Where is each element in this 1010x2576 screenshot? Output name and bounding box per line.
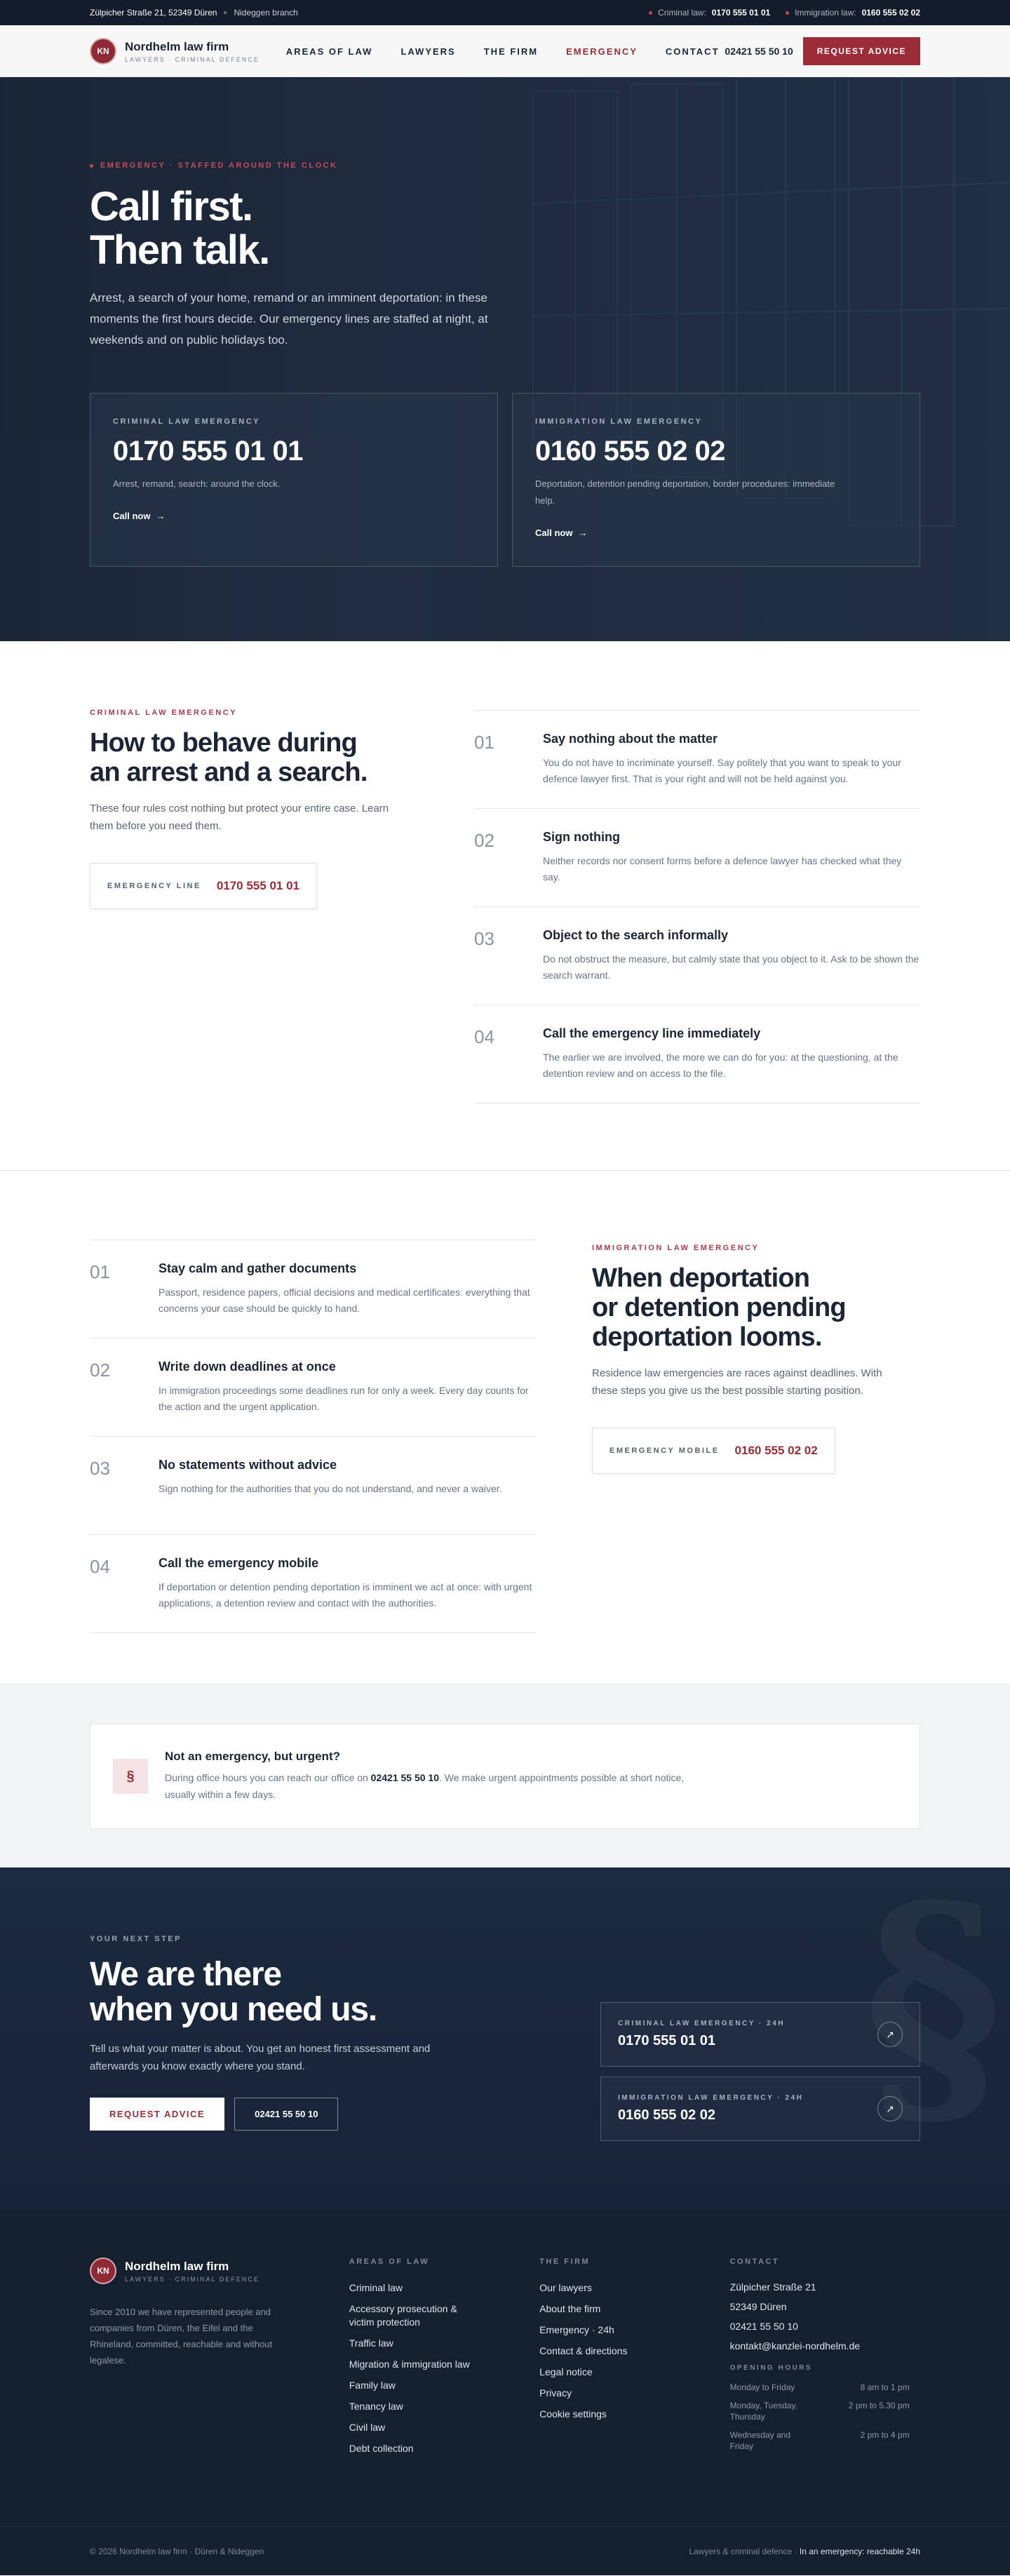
footer-link[interactable]: Cookie settings: [539, 2408, 607, 2420]
footer-link[interactable]: Accessory prosecution & victim protection: [349, 2303, 457, 2328]
section-eyebrow: YOUR NEXT STEP: [90, 1935, 182, 1943]
footer-link[interactable]: Traffic law: [349, 2337, 393, 2349]
urgent-notice-section: [0, 1684, 1010, 1867]
logo-badge: KN: [90, 38, 116, 65]
emergency-cards: [90, 393, 920, 567]
section-title: When deportation or detention pending deportation looms.: [592, 1263, 846, 1352]
separator-dot: [224, 11, 227, 14]
card-caption: IMMIGRATION LAW EMERGENCY: [535, 417, 703, 426]
footer-link[interactable]: Tenancy law: [349, 2401, 403, 2412]
immigration-emergency-card: [512, 393, 920, 567]
footer-link[interactable]: Privacy: [539, 2387, 572, 2399]
header-phone-link[interactable]: 02421 55 50 10: [725, 46, 793, 57]
footer-contact-column: CONTACT Zülpicher Straße 21 52349 Düren 02421 55 50 10 kontakt@kanzlei-nordhelm.de OPENING HOURS Monday to Friday 8 am to 1 pm Monday, Tuesday, Thursday 2 pm to 5.30 pm Wednesday and Friday 2 pm to 4 pm: [730, 2258, 920, 2463]
criminal-hotline-card[interactable]: CRIMINAL LAW EMERGENCY · 24H 0170 555 01 01 ↗: [600, 2002, 920, 2067]
footer-link[interactable]: Our lawyers: [539, 2282, 592, 2293]
criminal-steps-list: [474, 710, 920, 1103]
notice-description: During office hours you can reach our office on 02421 55 50 10. We make urgent appointments possible at short notice, usually within a few days.: [165, 1772, 685, 1800]
arrow-right-icon: →: [156, 511, 166, 521]
section-eyebrow: CRIMINAL LAW EMERGENCY: [90, 709, 238, 717]
criminal-emergency-section: [0, 641, 1010, 1170]
list-item: 02 Write down deadlines at once In immigration proceedings some deadlines run for only a week. Every day counts for the action and the urgent application.: [90, 1339, 536, 1437]
footer-tagline: Lawyers & criminal defence · In an emergency: reachable 24h: [689, 2547, 920, 2556]
cta-hotline-cards: [600, 2002, 920, 2151]
footer-link[interactable]: About the firm: [539, 2303, 601, 2314]
card-description: Arrest, remand, search: around the clock.: [113, 478, 281, 489]
logo-badge: KN: [90, 2258, 116, 2284]
request-advice-button[interactable]: REQUEST ADVICE: [803, 37, 920, 65]
emergency-mobile-box[interactable]: EMERGENCY MOBILE 0160 555 02 02: [592, 1428, 835, 1474]
top-bar: [0, 0, 1010, 25]
card-phone-number: 0160 555 02 02: [535, 436, 726, 467]
nav-areas-of-law[interactable]: AREAS OF LAW: [285, 46, 373, 57]
nav-lawyers[interactable]: LAWYERS: [400, 46, 456, 57]
brand-name: Nordhelm law firm: [125, 39, 229, 53]
call-now-link[interactable]: Call now →: [535, 528, 588, 538]
call-now-link[interactable]: Call now →: [113, 511, 166, 521]
list-item: 04 Call the emergency mobile If deportation or detention pending deportation is imminent we act at once: with urgent applications, a detention review and contact with the authorities.: [90, 1535, 536, 1633]
hero-lead: Arrest, a search of your home, remand or an imminent deportation: in these moments the first hours decide. Our emergency lines are staffed at night, at weekends and on public holidays too.: [90, 291, 488, 347]
urgent-notice-card: [90, 1724, 920, 1829]
emergency-line-box[interactable]: EMERGENCY LINE 0170 555 01 01: [90, 863, 317, 909]
footer-bottom-bar: [0, 2526, 1010, 2575]
arrow-up-right-icon: ↗: [877, 2096, 903, 2121]
list-item: 01 Stay calm and gather documents Passport, residence papers, official decisions and medical certificates: everything that concerns your case should be quickly to hand.: [90, 1240, 536, 1339]
footer-link[interactable]: Debt collection: [349, 2443, 414, 2454]
section-subtitle: Residence law emergencies are races against deadlines. With these steps you give us the best possible starting position.: [592, 1367, 882, 1397]
footer-city: 52349 Düren: [729, 2301, 787, 2312]
list-item: 03 Object to the search informally Do not obstruct the measure, but calmly state that you object to it. Ask to be shown the search warrant.: [474, 907, 920, 1005]
list-item: 03 No statements without advice Sign nothing for the authorities that you do not understand, and never a waiver.: [90, 1437, 536, 1535]
list-item: 01 Say nothing about the matter You do not have to incriminate yourself. Say politely that you want to speak to your defence lawyer first. That is your right and will not be held against you.: [474, 711, 920, 809]
footer-link[interactable]: Family law: [349, 2380, 396, 2391]
footer-phone-link[interactable]: 02421 55 50 10: [729, 2321, 798, 2332]
footer-link[interactable]: Civil law: [349, 2422, 386, 2433]
footer-link[interactable]: Contact & directions: [539, 2345, 628, 2356]
footer-about: Since 2010 we have represented people and companies from Düren, the Eifel and the Rhineland, committed, reachable and without legalese.: [90, 2307, 273, 2366]
address: Zülpicher Straße 21, 52349 Düren: [90, 8, 217, 18]
brand-name: Nordhelm law firm: [125, 2259, 229, 2273]
hours-row: Wednesday and Friday 2 pm to 4 pm: [729, 2430, 910, 2451]
request-advice-button[interactable]: REQUEST ADVICE: [90, 2098, 224, 2131]
hero-section: [0, 77, 1010, 641]
live-dot-icon: [649, 11, 652, 15]
criminal-hotline-link[interactable]: Criminal law: 0170 555 01 01: [649, 8, 770, 18]
cta-section: [0, 1867, 1010, 2210]
immigration-steps-list: [90, 1240, 536, 1633]
footer-areas-column: AREAS OF LAW Criminal law Accessory prosecution & victim protection Traffic law Migration & immigration law Family law Tenancy law Civil law Debt collection: [349, 2258, 470, 2454]
card-caption: CRIMINAL LAW EMERGENCY: [113, 417, 261, 426]
branch-label: Nideggen branch: [234, 8, 298, 18]
cta-subtitle: Tell us what your matter is about. You get an honest first assessment and afterwards you know exactly where you stand.: [90, 2043, 431, 2072]
live-dot-icon: [90, 164, 93, 168]
footer-brand-link[interactable]: [90, 2258, 349, 2284]
brand-tagline: LAWYERS · CRIMINAL DEFENCE: [125, 2275, 260, 2283]
card-description: Deportation, detention pending deportation, border procedures: immediate help.: [535, 478, 835, 506]
office-phone-button[interactable]: 02421 55 50 10: [234, 2098, 338, 2131]
footer-street: Zülpicher Straße 21: [729, 2281, 816, 2293]
arrow-up-right-icon: ↗: [877, 2022, 903, 2047]
card-phone-number: 0170 555 01 01: [113, 436, 304, 467]
footer-link[interactable]: Legal notice: [539, 2366, 593, 2377]
immigration-hotline-card[interactable]: IMMIGRATION LAW EMERGENCY · 24H 0160 555 02 02 ↗: [600, 2077, 920, 2141]
immigration-hotline-link[interactable]: Immigration law: 0160 555 02 02: [786, 8, 920, 18]
list-item: 02 Sign nothing Neither records nor consent forms before a defence lawyer has checked what they say.: [474, 809, 920, 907]
footer-link[interactable]: Criminal law: [349, 2282, 403, 2293]
hours-row: Monday to Friday 8 am to 1 pm: [729, 2382, 910, 2392]
section-title: How to behave during an arrest and a search.: [90, 728, 368, 787]
brand-logo-link[interactable]: [90, 38, 260, 65]
footer-link[interactable]: Migration & immigration law: [349, 2359, 470, 2370]
hours-row: Monday, Tuesday, Thursday 2 pm to 5.30 pm: [729, 2401, 910, 2422]
footer-firm-column: THE FIRM Our lawyers About the firm Emergency · 24h Contact & directions Legal notice Privacy Cookie settings: [539, 2258, 628, 2420]
hero-eyebrow: EMERGENCY · STAFFED AROUND THE CLOCK: [90, 161, 920, 170]
hero-title: Call first. Then talk.: [90, 184, 269, 273]
paragraph-icon: §: [113, 1759, 148, 1794]
nav-the-firm[interactable]: THE FIRM: [483, 46, 539, 57]
copyright: © 2026 Nordhelm law firm · Düren & Nideggen: [90, 2547, 264, 2556]
list-item: 04 Call the emergency line immediately The earlier we are involved, the more we can do for you: at the questioning, at the detention review and on access to the file.: [474, 1005, 920, 1103]
arrow-right-icon: →: [578, 528, 588, 538]
criminal-emergency-card: [90, 393, 498, 567]
main-nav: [286, 46, 720, 57]
opening-hours: OPENING HOURS Monday to Friday 8 am to 1 pm Monday, Tuesday, Thursday 2 pm to 5.30 pm Wednesday and Friday 2 pm to 4 pm: [729, 2364, 910, 2451]
nav-contact[interactable]: CONTACT: [665, 46, 720, 57]
section-subtitle: These four rules cost nothing but protect your entire case. Learn them before you need them.: [90, 803, 389, 832]
office-phone: 02421 55 50 10: [370, 1772, 439, 1783]
nav-emergency[interactable]: EMERGENCY: [566, 46, 638, 57]
section-eyebrow: IMMIGRATION LAW EMERGENCY: [592, 1244, 760, 1252]
cta-title: We are there when you need us.: [90, 1956, 377, 2028]
brand-tagline: LAWYERS · CRIMINAL DEFENCE: [125, 55, 260, 63]
site-footer: [0, 2210, 1010, 2575]
footer-email-link[interactable]: kontakt@kanzlei-nordhelm.de: [729, 2340, 861, 2352]
live-dot-icon: [786, 11, 789, 15]
immigration-emergency-section: [0, 1170, 1010, 1684]
footer-link[interactable]: Emergency · 24h: [539, 2324, 614, 2335]
site-header: [0, 25, 1010, 77]
notice-title: Not an emergency, but urgent?: [165, 1750, 340, 1763]
